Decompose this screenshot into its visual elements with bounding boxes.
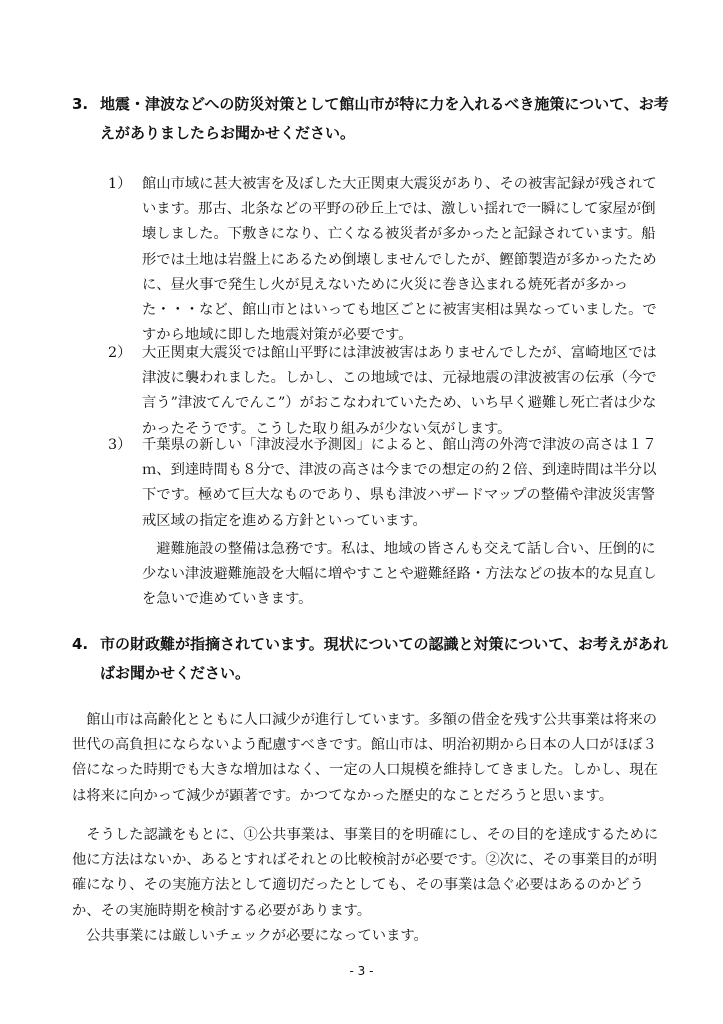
- section-3-heading-text: 地震・津波などへの防災対策として館山市が特に力を入れるべき施策について、お考えがありましたらお聞かせください。: [100, 95, 669, 142]
- section-4-paragraph-2: そうした認識をもとに、①公共事業は、事業目的を明確にし、その目的を達成するために他に方法はないか、あるとすればそれとの比較検討が必要です。②次に、その事業目的が明確になり、その実施方法として適切だったとしても、その事業は急ぐ必要はあるのかどうか、その実施時期を検討する必要があります。: [72, 827, 659, 919]
- section-3-item-3: [108, 433, 666, 534]
- section-4-number: 4.: [72, 635, 89, 653]
- section-3-item-1: [108, 172, 666, 348]
- section-3-heading: [72, 90, 672, 148]
- section-4-heading-text: 市の財政難が指摘されています。現状についての認識と対策について、お考えがあればお聞かせください。: [100, 635, 668, 682]
- page-number: - 3 -: [349, 964, 374, 978]
- section-3-closing: 避難施設の整備は急務です。私は、地域の皆さんも交えて話し合い、圧倒的に少ない津波避難施設を大幅に増やすことや避難経路・方法などの抜本的な見直しを急いで進めていきます。: [142, 541, 657, 608]
- item-3-number: 3）: [108, 437, 132, 453]
- item-2-number: 2）: [108, 345, 132, 361]
- item-2-text: 大正関東大震災では館山平野には津波被害はありませんでしたが、富崎地区では津波に襲われました。しかし、この地域では、元禄地震の津波被害の伝承（今で言う”津波てんでんこ”）がおこなわれていたため、いち早く避難し死亡者は少なかったそうです。こうした取り組みが少ない気がします。: [142, 345, 657, 437]
- item-3-text: 千葉県の新しい「津波浸水予測図」によると、館山湾の外湾で津波の高さは１７ｍ、到達時間も８分で、津波の高さは今までの想定の約２倍、到達時間は半分以下です。極めて巨大なものであり、県も津波ハザードマップの整備や津波災害警戒区域の指定を進める方針といっています。: [142, 437, 657, 529]
- item-1-number: 1）: [108, 176, 132, 192]
- item-1-text: 館山市域に甚大被害を及ぼした大正関東大震災があり、その被害記録が残されています。那古、北条などの平野の砂丘上では、激しい揺れで一瞬にして家屋が倒壊しました。下敷きになり、亡くなる被災者が多かったと記録されています。船形では土地は岩盤上にあるため倒壊しませんでしたが、鰹節製造が多かったために、昼火事で発生し火が見えないために火災に巻き込まれる焼死者が多かった・・・など、館山市とはいっても地区ごとに被害実相は異なっていました。ですから地域に即した地震対策が必要です。: [142, 176, 657, 344]
- section-3-number: 3.: [72, 95, 89, 113]
- section-4-heading: [72, 630, 672, 688]
- section-4-paragraph-3: 公共事業には厳しいチェックが必要になっています。: [86, 928, 428, 944]
- section-3-item-2: [108, 341, 666, 442]
- section-4-paragraph-1: 館山市は高齢化とともに人口減少が進行しています。多額の借金を残す公共事業は将来の世代の高負担にならないよう配慮すべきです。館山市は、明治初期から日本の人口がほぼ３倍になった時期でも大きな増加はなく、一定の人口規模を維持してきました。しかし、現在は将来に向かって減少が顕著です。かつてなかった歴史的なことだろうと思います。: [72, 712, 658, 804]
